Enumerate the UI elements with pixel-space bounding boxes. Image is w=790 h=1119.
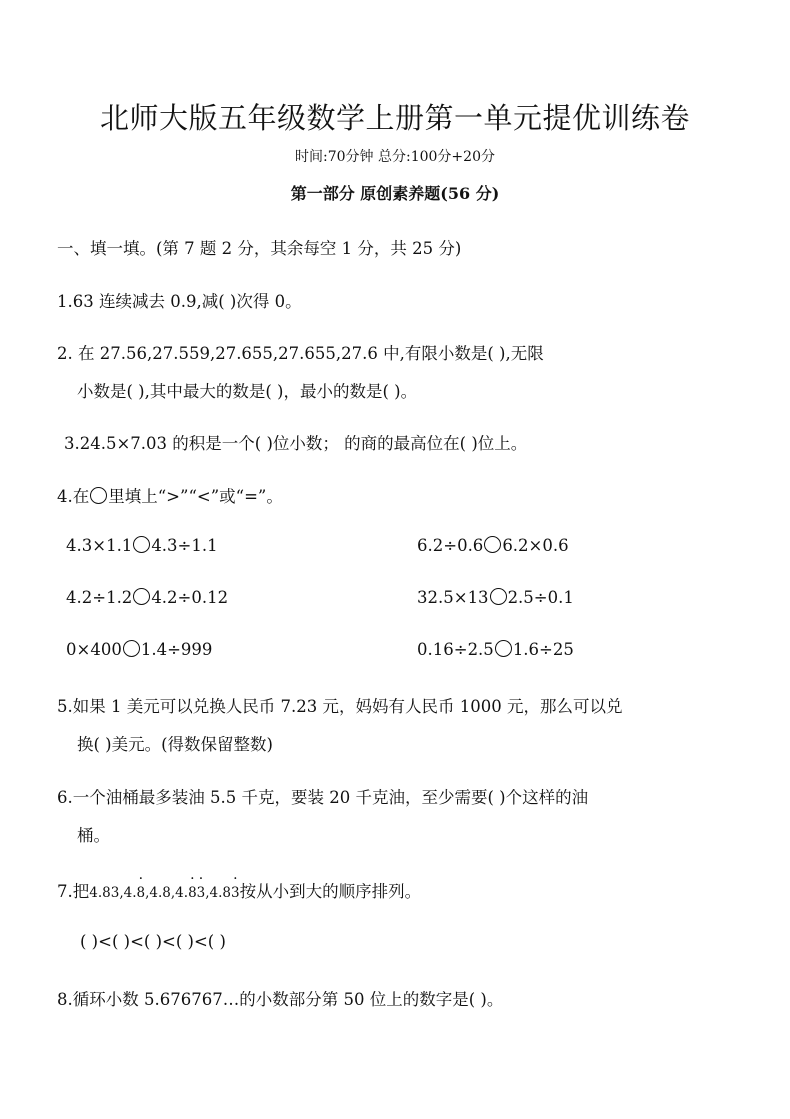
compare-right-expr: 6.2×0.6 [502, 536, 569, 555]
question-3: 3.24.5×7.03 的积是一个( )位小数； 的商的最高位在( )位上。 [64, 434, 528, 453]
page-title: 北师大版五年级数学上册第一单元提优训练卷 [99, 101, 690, 135]
compare-left-expr: 4.2÷1.2 [66, 588, 133, 607]
question-2-line-1: 2. 在 27.56,27.559,27.655,27.655,27.6 中,有限小数是( ),无限 [57, 344, 544, 363]
question-1: 1.63 连续减去 0.9,减( )次得 0。 [57, 292, 302, 311]
compare-item [66, 536, 218, 555]
repeating-digit: · 3 [231, 885, 240, 901]
compare-right-expr: 1.6÷25 [512, 640, 574, 659]
number-3: 4.8 [149, 885, 171, 901]
circle-blank-icon [90, 487, 107, 504]
compare-item [417, 536, 569, 555]
answer-circle[interactable] [490, 588, 507, 605]
question-4-intro-prefix: 4.在 [57, 487, 90, 506]
number-1: 4.83 [89, 885, 120, 901]
number-4: 4.· 8· 3 [175, 885, 205, 901]
compare-left-expr: 4.3×1.1 [66, 536, 133, 555]
question-7-answer-blanks[interactable]: ( )<( )<( )<( )<( ) [80, 932, 226, 951]
question-4-intro [57, 483, 283, 507]
compare-item [66, 640, 212, 659]
number-5: 4.8· 3 [210, 885, 240, 901]
question-4-intro-text: 里填上“>”“<”或“=”。 [108, 487, 283, 506]
compare-item [66, 588, 228, 607]
compare-left-expr: 32.5×13 [417, 588, 489, 607]
question-6-line-2: 桶。 [77, 826, 110, 845]
compare-right-expr: 2.5÷0.1 [507, 588, 574, 607]
part1-heading: 一、填一填。(第 7 题 2 分，其余每空 1 分，共 25 分) [57, 239, 462, 258]
question-5-line-1: 5.如果 1 美元可以兑换人民币 7.23 元，妈妈有人民币 1000 元，那么可以兑 [57, 697, 623, 716]
question-8: 8.循环小数 5.676767…的小数部分第 50 位上的数字是( )。 [57, 990, 504, 1009]
question-2-line-2: 小数是( ),其中最大的数是( )，最小的数是( )。 [77, 382, 418, 401]
compare-item [417, 640, 574, 659]
repeating-digit: · 8 [137, 885, 146, 901]
compare-right-expr: 4.3÷1.1 [151, 536, 218, 555]
answer-circle[interactable] [133, 588, 150, 605]
compare-right-expr: 1.4÷999 [140, 640, 213, 659]
compare-left-expr: 6.2÷0.6 [417, 536, 484, 555]
compare-left-expr: 0×400 [66, 640, 122, 659]
question-7: 7.把4.83,4.· 8,4.8,4.· 8· 3,4.8· 3按从小到大的顺序排列。 [57, 878, 421, 902]
question-6-line-1: 6.一个油桶最多装油 5.5 千克，要装 20 千克油，至少需要( )个这样的油 [57, 788, 589, 807]
repeating-digit: · 3 [197, 885, 206, 901]
answer-circle[interactable] [123, 640, 140, 657]
answer-circle[interactable] [495, 640, 512, 657]
question-5-line-2: 换( )美元。(得数保留整数) [77, 735, 273, 754]
repeating-digit: · 8 [188, 885, 197, 901]
question-7-prefix: 7.把 [57, 882, 90, 901]
compare-left-expr: 0.16÷2.5 [417, 640, 494, 659]
compare-item [417, 588, 574, 607]
compare-right-expr: 4.2÷0.12 [151, 588, 229, 607]
question-7-suffix: 按从小到大的顺序排列。 [239, 882, 422, 901]
answer-circle[interactable] [133, 536, 150, 553]
section-heading: 第一部分 原创素养题(56 分) [290, 184, 500, 203]
number-2: 4.· 8 [124, 885, 145, 901]
exam-info: 时间:70分钟 总分:100分+20分 [295, 149, 495, 165]
answer-circle[interactable] [484, 536, 501, 553]
